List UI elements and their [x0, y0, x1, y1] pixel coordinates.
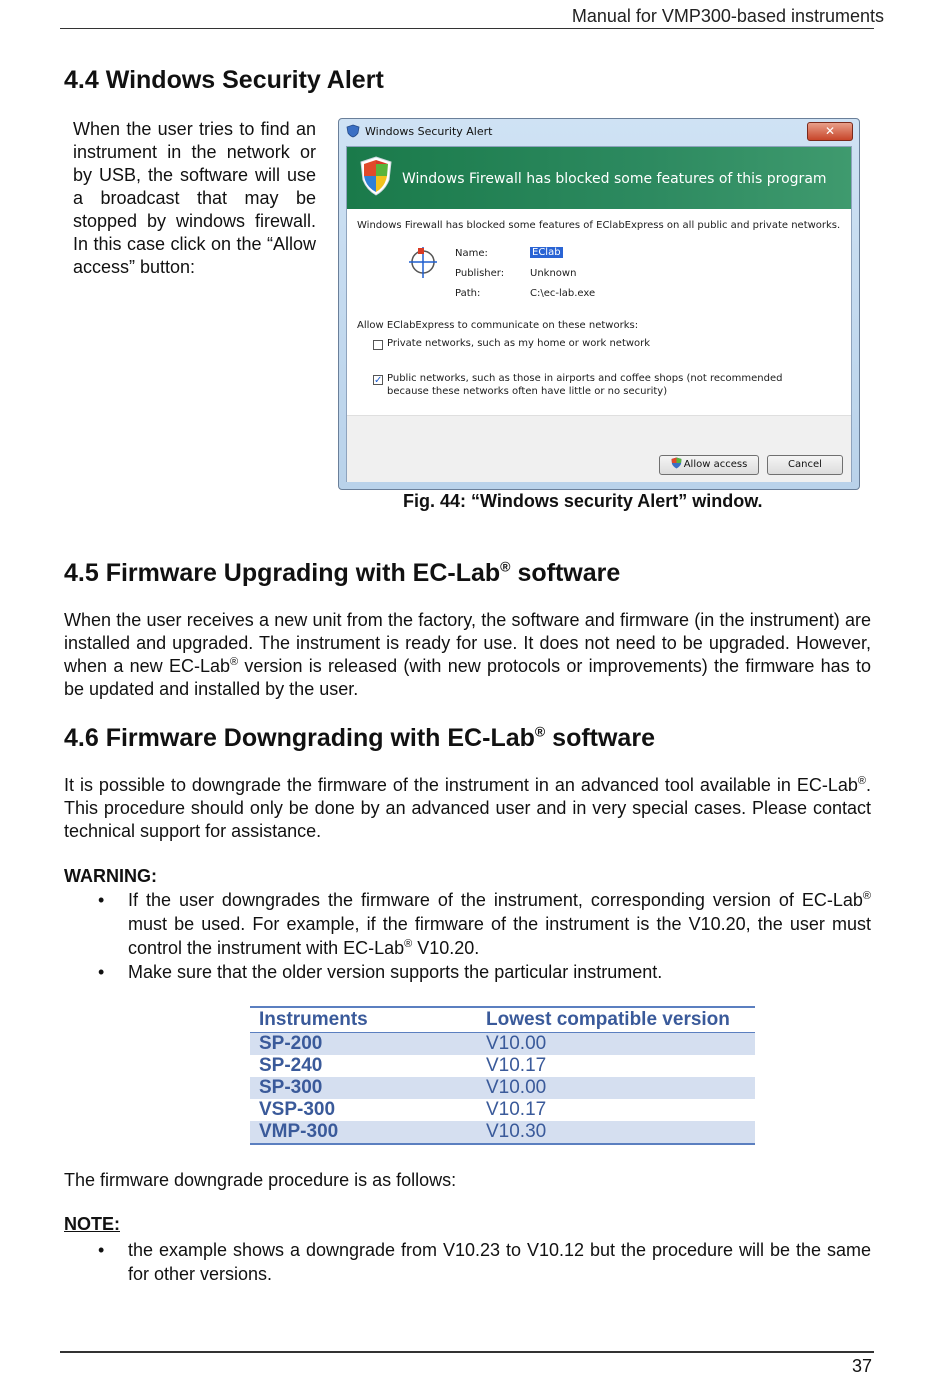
cancel-button[interactable]: Cancel	[767, 455, 843, 475]
list-item: • If the user downgrades the firmware of the instrument, corresponding version of EC-Lab® must be used. For example, if the firmware of the instrument is the V10.20, the user must control the instrument with EC-Lab® V10.20.	[98, 890, 871, 958]
allow-access-label: Allow access	[683, 459, 748, 470]
name-value: EClab	[532, 247, 561, 258]
warning-list	[64, 888, 871, 984]
list-item: • the example shows a downgrade from V10.23 to V10.12 but the procedure will be the same for other versions.	[98, 1240, 871, 1284]
section-4-5-paragraph: When the user receives a new unit from the factory, the software and firmware (in the instrument) are installed and upgraded. The instrument is ready for use. It does not need to be upgraded. However, when a new EC-Lab® version is released (with new protocols or improvements) the firmware has to be updated and installed by the user.	[64, 610, 871, 699]
publisher-value: Unknown	[530, 268, 577, 279]
table-row: SP-240 V10.17	[259, 1055, 547, 1076]
path-label: Path:	[455, 288, 481, 299]
shield-icon	[671, 457, 682, 469]
column-header-version: Lowest compatible version	[477, 1007, 755, 1033]
close-button[interactable]: ✕	[807, 122, 853, 141]
private-networks-checkbox[interactable]	[373, 340, 383, 350]
public-networks-label-line2: because these networks often have little or no security)	[387, 386, 668, 397]
blocked-message: Windows Firewall has blocked some features of EClabExpress on all public and private networks.	[357, 220, 841, 231]
procedure-intro: The firmware downgrade procedure is as follows:	[64, 1170, 457, 1190]
table-header-row	[250, 1007, 755, 1033]
running-header: Manual for VMP300-based instruments	[571, 6, 884, 26]
section-4-4-intro: When the user tries to find an instrument in the network or by USB, the software will use a broadcast that may be stopped by windows firewall. In this case click on the “Allow access” button:	[73, 119, 316, 277]
public-networks-label-line1: Public networks, such as those in airports and coffee shops (not recommended	[387, 373, 783, 384]
shield-icon	[346, 124, 360, 138]
program-icon	[409, 245, 439, 281]
warning-label: WARNING:	[64, 866, 157, 886]
table-row: SP-300 V10.00	[250, 1077, 755, 1099]
section-heading-4-6: 4.6 Firmware Downgrading with EC-Lab® software	[64, 723, 655, 752]
header-rule	[60, 28, 874, 29]
allow-networks-label: Allow EClabExpress to communicate on these networks:	[357, 320, 639, 331]
dialog-banner	[347, 147, 851, 209]
table-row: VMP-300 V10.30	[250, 1121, 755, 1144]
table-row: VSP-300 V10.17	[259, 1099, 547, 1120]
compatibility-table	[250, 1006, 755, 1145]
note-label: NOTE:	[64, 1214, 120, 1234]
windows-shield-icon	[359, 155, 393, 197]
allow-access-button[interactable]	[659, 455, 759, 475]
list-item: • Make sure that the older version supports the particular instrument.	[98, 962, 663, 982]
public-networks-checkbox[interactable]: ✓	[374, 375, 383, 386]
column-header-instruments: Instruments	[250, 1007, 477, 1033]
windows-security-alert-dialog	[338, 118, 860, 490]
figure-caption: Fig. 44: “Windows security Alert” window.	[403, 491, 763, 511]
footer-rule	[60, 1351, 874, 1353]
banner-message: Windows Firewall has blocked some features of this program	[402, 171, 827, 187]
note-list	[64, 1238, 871, 1286]
dialog-title: Windows Security Alert	[365, 125, 493, 138]
private-networks-label: Private networks, such as my home or work network	[387, 338, 651, 349]
section-4-6-paragraph: It is possible to downgrade the firmware of the instrument in an advanced tool available in EC-Lab®. This procedure should only be done by an advanced user and in very special cases. Please contact technical support for assistance.	[64, 775, 871, 841]
dialog-body	[346, 146, 852, 482]
page-number: 37	[851, 1356, 872, 1376]
section-heading-4-5: 4.5 Firmware Upgrading with EC-Lab® software	[64, 558, 621, 587]
table-row: SP-200 V10.00	[250, 1033, 755, 1056]
dialog-footer	[347, 415, 851, 482]
publisher-label: Publisher:	[455, 268, 505, 279]
path-value: C:\ec-lab.exe	[530, 288, 596, 299]
section-heading-4-4: 4.4 Windows Security Alert	[64, 66, 384, 94]
name-label: Name:	[455, 248, 488, 259]
